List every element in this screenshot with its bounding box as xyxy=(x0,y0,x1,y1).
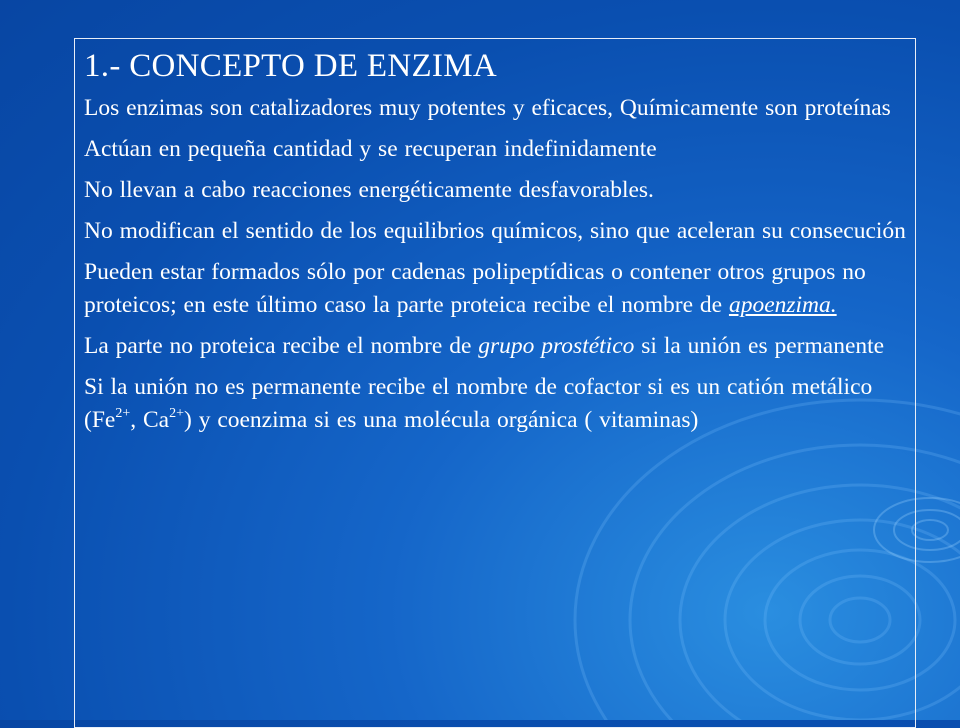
paragraph-2: Actúan en pequeña cantidad y se recuperan indefinidamente xyxy=(84,136,657,162)
paragraph-5 xyxy=(84,256,910,322)
fe-charge-superscript: 2+ xyxy=(115,406,131,421)
paragraph-7-part-a: Si la unión no es permanente recibe el nombre de cofactor si es un catión metálico (Fe xyxy=(84,374,873,433)
paragraph-1: Los enzimas son catalizadores muy potentes y eficaces, Químicamente son proteínas xyxy=(84,95,891,121)
slide-content xyxy=(84,44,910,445)
paragraph-6-after: si la unión es permanente xyxy=(634,333,885,359)
paragraph-7-part-b: , Ca xyxy=(130,407,170,433)
paragraph-4: No modifican el sentido de los equilibrios químicos, sino que aceleran su consecución xyxy=(84,218,906,244)
ca-charge-superscript: 2+ xyxy=(169,406,184,421)
paragraph-3: No llevan a cabo reacciones energéticamente desfavorables. xyxy=(84,177,654,203)
paragraph-5-text: Pueden estar formados sólo por cadenas polipeptídicas o contener otros grupos no proteicos; en este último caso la parte proteica recibe el nombre de xyxy=(84,259,866,318)
paragraph-7-part-c: ) y coenzima si es una molécula orgánica ( vitaminas) xyxy=(184,407,699,433)
paragraph-7 xyxy=(84,371,910,437)
apoenzima-term: apoenzima. xyxy=(728,292,837,318)
paragraph-6 xyxy=(84,330,910,363)
slide-title: 1.- CONCEPTO DE ENZIMA xyxy=(84,48,497,84)
grupo-prostetico-term: grupo prostético xyxy=(478,333,635,359)
paragraph-6-before: La parte no proteica recibe el nombre de xyxy=(84,333,479,359)
